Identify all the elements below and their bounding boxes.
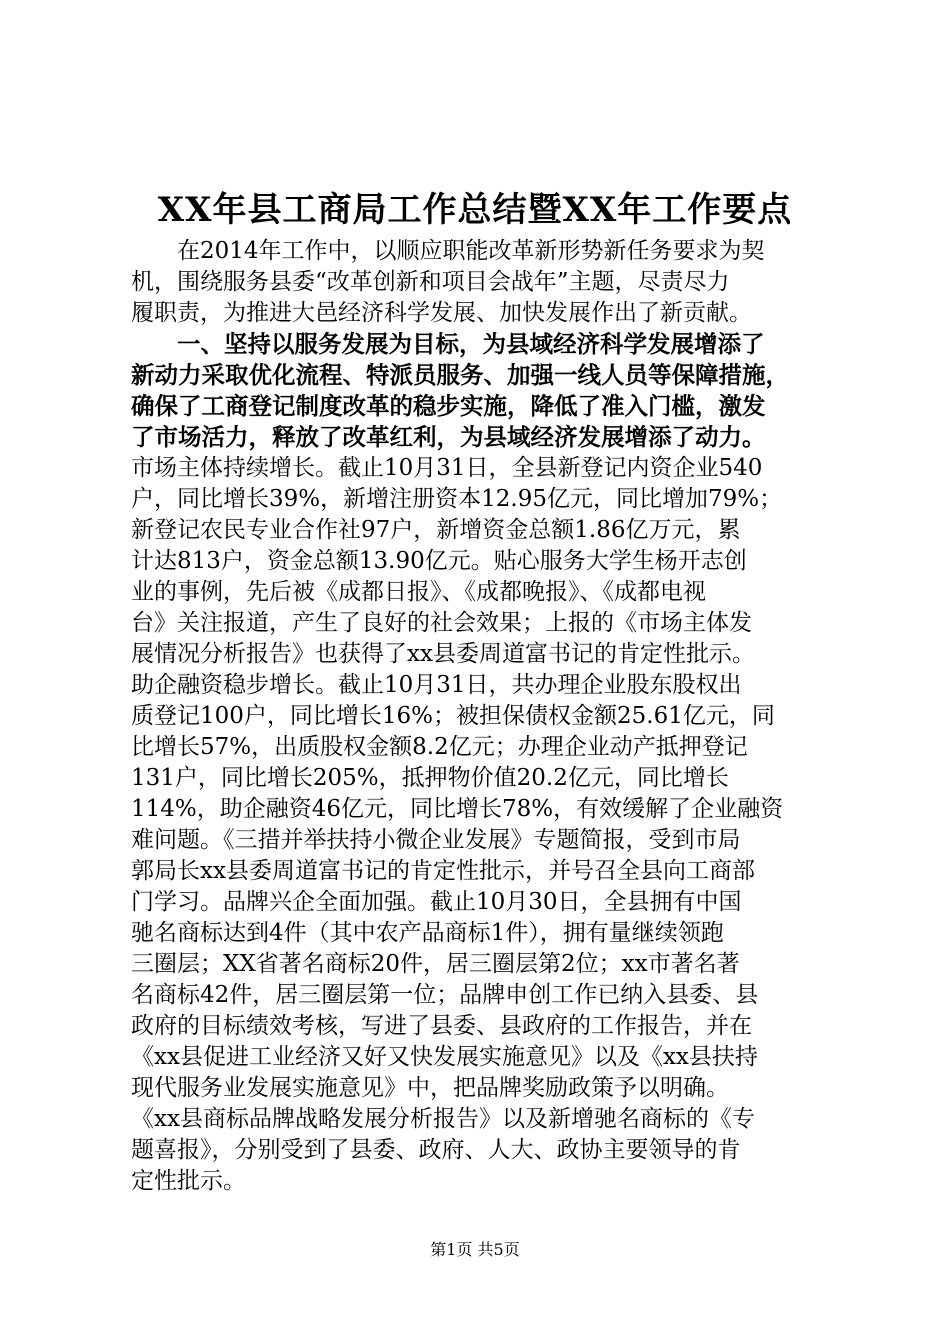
paragraph-line: 业的事例，先后被《成都日报》、《成都晚报》、《成都电视	[131, 579, 706, 605]
paragraph-line: 现代服务业发展实施意见》中，把品牌奖励政策予以明确。	[131, 1075, 729, 1101]
paragraph-line: 户，同比增长39%，新增注册资本12.95亿元，同比增加79%；	[131, 486, 783, 512]
paragraph-line: 《xx县促进工业经济又好又快发展实施意见》以及《xx县扶持	[131, 1044, 758, 1070]
paragraph-line: 名商标42件，居三圈层第一位；品牌申创工作已纳入县委、县	[131, 982, 759, 1008]
paragraph-line: 比增长57%，出质股权金额8.2亿元；办理企业动产抵押登记	[131, 734, 748, 760]
paragraph-line: 计达813户，资金总额13.90亿元。贴心服务大学生杨开志创	[131, 548, 747, 574]
paragraph-line: 台》关注报道，产生了良好的社会效果；上报的《市场主体发	[131, 610, 752, 636]
paragraph-line: 质登记100户，同比增长16%；被担保债权金额25.61亿元，同	[131, 703, 775, 729]
paragraph-line: 131户，同比增长205%，抵押物价值20.2亿元，同比增长	[131, 765, 729, 791]
paragraph-line: 定性批示。	[131, 1168, 246, 1194]
document-title: XX年县工商局工作总结暨XX年工作要点	[157, 190, 793, 230]
paragraph-line: 《xx县商标品牌战略发展分析报告》以及新增驰名商标的《专	[131, 1106, 755, 1132]
paragraph-line: 助企融资稳步增长。截止10月31日，共办理企业股东股权出	[131, 672, 742, 698]
paragraph-line: 题喜报》，分别受到了县委、政府、人大、政协主要领导的肯	[131, 1137, 741, 1163]
paragraph-line: 郭局长xx县委周道富书记的肯定性批示，并号召全县向工商部	[131, 858, 755, 884]
paragraph-line: 114%，助企融资46亿元，同比增长78%，有效缓解了企业融资	[131, 796, 784, 822]
section-heading-line: 了市场活力，释放了改革红利，为县域经济发展增添了动力。	[131, 423, 766, 451]
paragraph-line: 门学习。品牌兴企全面加强。截止10月30日，全县拥有中国	[131, 889, 742, 915]
section-heading-line: 确保了工商登记制度改革的稳步实施，降低了准入门槛，激发	[131, 392, 766, 420]
paragraph-line: 三圈层；XX省著名商标20件，居三圈层第2位；xx市著名著	[131, 951, 740, 977]
paragraph-line: 政府的目标绩效考核，写进了县委、县政府的工作报告，并在	[131, 1013, 752, 1039]
page-number-footer: 第1页 共5页	[430, 1240, 520, 1259]
paragraph-line: 履职责，为推进大邑经济科学发展、加快发展作出了新贡献。	[131, 300, 752, 326]
paragraph-line: 新登记农民专业合作社97户，新增资金总额1.86亿万元，累	[131, 517, 741, 543]
section-heading-line: 新动力采取优化流程、特派员服务、加强一线人员等保障措施，	[131, 361, 789, 389]
paragraph-line: 展情况分析报告》也获得了xx县委周道富书记的肯定性批示。	[131, 641, 755, 667]
paragraph-line: 驰名商标达到4件（其中农产品商标1件），拥有量继续领跑	[131, 920, 724, 946]
paragraph-line: 机，围绕服务县委“改革创新和项目会战年”主题，尽责尽力	[131, 269, 730, 295]
section-heading-line: 一、坚持以服务发展为目标，为县域经济科学发展增添了	[177, 330, 765, 358]
document-body	[131, 236, 831, 1197]
paragraph-line: 在2014年工作中，以顺应职能改革新形势新任务要求为契	[177, 238, 765, 264]
paragraph-line: 市场主体持续增长。截止10月31日，全县新登记内资企业540	[131, 455, 763, 481]
paragraph-line: 难问题。《三措并举扶持小微企业发展》专题简报，受到市局	[131, 827, 741, 853]
